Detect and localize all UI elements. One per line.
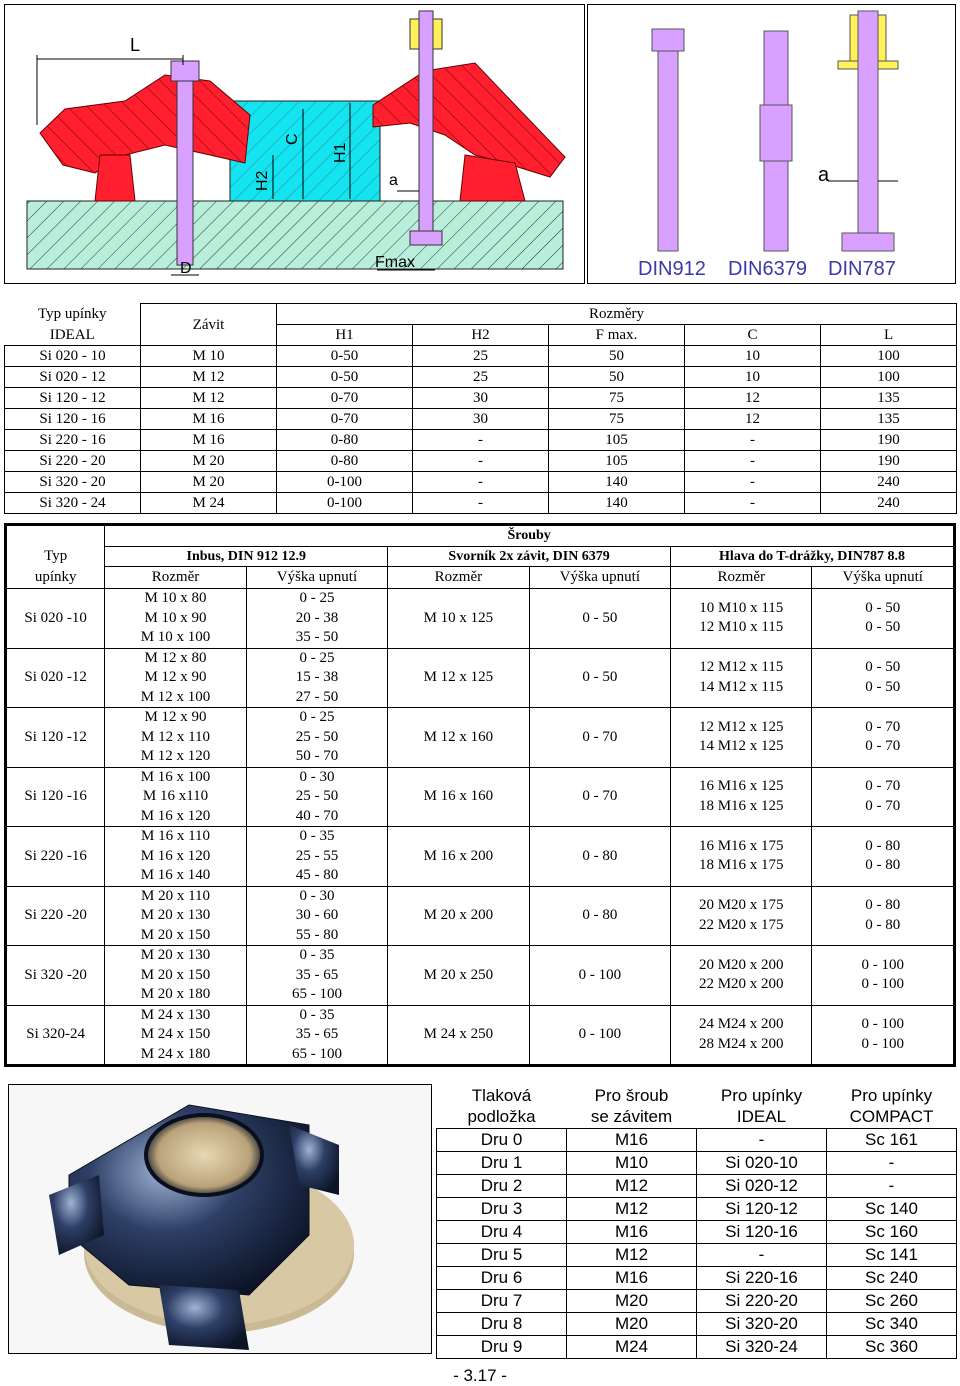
table-cell: - [685, 493, 821, 514]
table-cell: Si 120-12 [697, 1197, 827, 1220]
table-cell: 100 [821, 367, 957, 388]
table-cell: M12 [567, 1174, 697, 1197]
table-cell: 140 [549, 493, 685, 514]
left-clamp [40, 75, 250, 201]
stud-size-cell: M 16 x 160 [388, 767, 529, 827]
tslot-size-cell: 12 M12 x 125 14 M12 x 125 [671, 708, 812, 768]
header-h2: H2 [413, 325, 549, 346]
header-fmax: F max. [549, 325, 685, 346]
table-cell: 25 [413, 346, 549, 367]
table-cell: - [413, 451, 549, 472]
table-cell: Si 220 - 16 [5, 430, 141, 451]
table-row [437, 1312, 957, 1335]
table-cell: - [413, 493, 549, 514]
din787-tslot-bolt [838, 11, 898, 251]
table-cell: 30 [413, 388, 549, 409]
tslot-height-cell: 0 - 80 0 - 80 [812, 827, 955, 887]
table-cell: Dru 5 [437, 1243, 567, 1266]
table-cell: M16 [567, 1266, 697, 1289]
table-cell: Dru 2 [437, 1174, 567, 1197]
group-stud: Svorník 2x závit, DIN 6379 [388, 547, 671, 567]
washers-table [436, 1084, 957, 1359]
dims-header-row-1 [5, 304, 957, 325]
header-thread: Pro šroub se závitem [590, 1085, 673, 1126]
table-cell: 75 [549, 409, 685, 430]
table-cell: - [697, 1128, 827, 1151]
washer-bore [146, 1115, 262, 1195]
inbus-height-cell: 0 - 25 25 - 50 50 - 70 [246, 708, 387, 768]
table-cell: 140 [549, 472, 685, 493]
sub-height-2: Výška upnutí [529, 567, 670, 589]
stud-size-cell: M 12 x 160 [388, 708, 529, 768]
table-cell: Si 120-16 [697, 1220, 827, 1243]
table-cell: Si 120 - 12 [5, 388, 141, 409]
table-cell: 12 [685, 409, 821, 430]
table-cell: - [413, 430, 549, 451]
table-cell: 105 [549, 451, 685, 472]
table-row [437, 1151, 957, 1174]
table-cell: 10 [685, 346, 821, 367]
table-cell: Si 220 - 20 [5, 451, 141, 472]
group-tslot: Hlava do T-drážky, DIN787 8.8 [671, 547, 955, 567]
table-cell: 50 [549, 346, 685, 367]
clamp-type-cell: Si 120 -16 [6, 767, 105, 827]
caption-din787: DIN787 [828, 258, 896, 280]
table-cell: 75 [549, 388, 685, 409]
clamp-type-cell: Si 320 -20 [6, 946, 105, 1006]
table-row [6, 886, 955, 946]
table-cell: Dru 7 [437, 1289, 567, 1312]
table-cell: 50 [549, 367, 685, 388]
table-row [437, 1197, 957, 1220]
stud-size-cell: M 16 x 200 [388, 827, 529, 887]
table-cell: Sc 240 [827, 1266, 957, 1289]
table-cell: M20 [567, 1289, 697, 1312]
header-c: C [685, 325, 821, 346]
clamp-assembly-figure [4, 4, 585, 284]
table-cell: Dru 8 [437, 1312, 567, 1335]
table-cell: 0-80 [277, 430, 413, 451]
table-cell: 0-80 [277, 451, 413, 472]
label-a: a [389, 172, 398, 189]
table-row [5, 493, 957, 514]
table-cell: M16 [567, 1220, 697, 1243]
table-cell: M12 [567, 1243, 697, 1266]
label-L: L [130, 35, 141, 55]
label-a: a [818, 164, 830, 186]
table-row [6, 589, 955, 649]
table-row [437, 1128, 957, 1151]
header-dimensions-group: Rozměry [277, 304, 957, 325]
table-cell: M 20 [141, 451, 277, 472]
stud-size-cell: M 20 x 200 [388, 886, 529, 946]
table-cell: Sc 360 [827, 1335, 957, 1358]
dimensions-table [4, 303, 957, 514]
tslot-size-cell: 20 M20 x 175 22 M20 x 175 [671, 886, 812, 946]
table-cell: M24 [567, 1335, 697, 1358]
stud-height-cell: 0 - 70 [529, 708, 670, 768]
clamp-drawing [5, 5, 585, 284]
pressure-washer-photo [8, 1084, 432, 1354]
table-cell: - [827, 1151, 957, 1174]
table-cell: 135 [821, 409, 957, 430]
sub-size-1: Rozměr [105, 567, 246, 589]
table-cell: Sc 340 [827, 1312, 957, 1335]
table-cell: - [685, 472, 821, 493]
stud-size-cell: M 20 x 250 [388, 946, 529, 1006]
inbus-height-cell: 0 - 30 25 - 50 40 - 70 [246, 767, 387, 827]
table-row [6, 648, 955, 708]
clamp-type-cell: Si 220 -20 [6, 886, 105, 946]
table-cell: 0-70 [277, 409, 413, 430]
table-row [5, 409, 957, 430]
table-cell: 240 [821, 472, 957, 493]
din912-bolt [652, 29, 684, 251]
tslot-height-cell: 0 - 50 0 - 50 [812, 589, 955, 649]
table-row [5, 451, 957, 472]
stud-size-cell: M 10 x 125 [388, 589, 529, 649]
table-cell: Dru 3 [437, 1197, 567, 1220]
sub-size-3: Rozměr [671, 567, 812, 589]
washers-header-row [437, 1084, 957, 1128]
tslot-size-cell: 12 M12 x 115 14 M12 x 115 [671, 648, 812, 708]
table-row [437, 1220, 957, 1243]
table-cell: - [697, 1243, 827, 1266]
tslot-height-cell: 0 - 100 0 - 100 [812, 946, 955, 1006]
table-cell: 0-50 [277, 367, 413, 388]
table-cell: 30 [413, 409, 549, 430]
inbus-height-cell: 0 - 30 30 - 60 55 - 80 [246, 886, 387, 946]
table-cell: Si 320-24 [697, 1335, 827, 1358]
table-row [5, 367, 957, 388]
screws-group-row [6, 547, 955, 567]
table-cell: 25 [413, 367, 549, 388]
table-cell: Sc 160 [827, 1220, 957, 1243]
inbus-height-cell: 0 - 35 25 - 55 45 - 80 [246, 827, 387, 887]
table-row [6, 946, 955, 1006]
inbus-height-cell: 0 - 35 35 - 65 65 - 100 [246, 946, 387, 1006]
table-cell: Dru 1 [437, 1151, 567, 1174]
tslot-size-cell: 16 M16 x 125 18 M16 x 125 [671, 767, 812, 827]
header-type: Typ upínky [37, 306, 107, 322]
table-cell: Sc 260 [827, 1289, 957, 1312]
label-C: C [284, 133, 301, 145]
inbus-size-cell: M 16 x 100 M 16 x110 M 16 x 120 [105, 767, 246, 827]
stud-height-cell: 0 - 80 [529, 827, 670, 887]
table-cell: Sc 161 [827, 1128, 957, 1151]
tslot-height-cell: 0 - 50 0 - 50 [812, 648, 955, 708]
table-row [6, 708, 955, 768]
table-cell: Si 020 - 10 [5, 346, 141, 367]
table-cell: M 10 [141, 346, 277, 367]
caption-din912: DIN912 [638, 258, 706, 280]
table-cell: - [413, 472, 549, 493]
table-cell: M 20 [141, 472, 277, 493]
tslot-height-cell: 0 - 100 0 - 100 [812, 1005, 955, 1066]
table-cell: Si 120 - 16 [5, 409, 141, 430]
label-H2: H2 [254, 170, 271, 191]
stud-height-cell: 0 - 100 [529, 1005, 670, 1066]
screws-table [4, 523, 956, 1067]
table-cell: Sc 140 [827, 1197, 957, 1220]
header-type-line2: upínky [6, 567, 105, 589]
table-cell: 240 [821, 493, 957, 514]
bolts-drawing [588, 5, 956, 284]
table-cell: 100 [821, 346, 957, 367]
table-cell: 190 [821, 430, 957, 451]
header-type-line2: IDEAL [5, 325, 141, 346]
tslot-size-cell: 16 M16 x 175 18 M16 x 175 [671, 827, 812, 887]
tslot-size-cell: 10 M10 x 115 12 M10 x 115 [671, 589, 812, 649]
table-cell: 190 [821, 451, 957, 472]
table-cell: - [685, 430, 821, 451]
header-type: Typ [6, 547, 105, 567]
sub-size-2: Rozměr [388, 567, 529, 589]
stud-size-cell: M 12 x 125 [388, 648, 529, 708]
table-cell: M 24 [141, 493, 277, 514]
table-row [437, 1174, 957, 1197]
right-clamp [373, 63, 565, 201]
inbus-size-cell: M 12 x 90 M 12 x 110 M 12 x 120 [105, 708, 246, 768]
table-cell: Si 020-12 [697, 1174, 827, 1197]
bolt-types-figure [587, 4, 956, 284]
stud-height-cell: 0 - 70 [529, 767, 670, 827]
din6379-stud [760, 31, 792, 251]
header-ideal: Pro upínky IDEAL [720, 1085, 803, 1126]
table-cell: M 12 [141, 367, 277, 388]
table-cell: Dru 6 [437, 1266, 567, 1289]
clamp-type-cell: Si 020 -12 [6, 648, 105, 708]
table-cell: M 12 [141, 388, 277, 409]
screws-subheader-row [6, 567, 955, 589]
inbus-size-cell: M 24 x 130 M 24 x 150 M 24 x 180 [105, 1005, 246, 1066]
table-cell: M20 [567, 1312, 697, 1335]
table-row [437, 1289, 957, 1312]
table-row [5, 430, 957, 451]
table-cell: 0-100 [277, 472, 413, 493]
table-cell: 135 [821, 388, 957, 409]
table-cell: Si 020 - 12 [5, 367, 141, 388]
table-row [6, 827, 955, 887]
tslot-size-cell: 20 M20 x 200 22 M20 x 200 [671, 946, 812, 1006]
table-cell: 0-100 [277, 493, 413, 514]
table-cell: M16 [567, 1128, 697, 1151]
inbus-size-cell: M 12 x 80 M 12 x 90 M 12 x 100 [105, 648, 246, 708]
table-row [6, 767, 955, 827]
stud-height-cell: 0 - 50 [529, 648, 670, 708]
label-D: D [180, 260, 192, 277]
table-row [437, 1335, 957, 1358]
table-cell: 105 [549, 430, 685, 451]
table-cell: Si 320 - 24 [5, 493, 141, 514]
sub-height-3: Výška upnutí [812, 567, 955, 589]
table-cell: 10 [685, 367, 821, 388]
inbus-height-cell: 0 - 25 15 - 38 27 - 50 [246, 648, 387, 708]
table-cell: M 16 [141, 430, 277, 451]
stud-size-cell: M 24 x 250 [388, 1005, 529, 1066]
table-cell: - [685, 451, 821, 472]
screws-title-row [6, 525, 955, 547]
table-cell: Dru 0 [437, 1128, 567, 1151]
table-row [5, 346, 957, 367]
tslot-size-cell: 24 M24 x 200 28 M24 x 200 [671, 1005, 812, 1066]
label-Fmax: Fmax [375, 254, 415, 271]
table-cell: - [827, 1174, 957, 1197]
stud-height-cell: 0 - 80 [529, 886, 670, 946]
inbus-height-cell: 0 - 35 35 - 65 65 - 100 [246, 1005, 387, 1066]
table-cell: Si 320-20 [697, 1312, 827, 1335]
inbus-size-cell: M 20 x 110 M 20 x 130 M 20 x 150 [105, 886, 246, 946]
header-l: L [821, 325, 957, 346]
stud-height-cell: 0 - 50 [529, 589, 670, 649]
header-washer: Tlaková podložka [467, 1085, 536, 1126]
sub-height-1: Výška upnutí [246, 567, 387, 589]
inbus-size-cell: M 16 x 110 M 16 x 120 M 16 x 140 [105, 827, 246, 887]
table-row [5, 388, 957, 409]
table-row [437, 1266, 957, 1289]
inbus-height-cell: 0 - 25 20 - 38 35 - 50 [246, 589, 387, 649]
inbus-size-cell: M 20 x 130 M 20 x 150 M 20 x 180 [105, 946, 246, 1006]
table-cell: M12 [567, 1197, 697, 1220]
table-row [6, 1005, 955, 1066]
table-cell: 0-50 [277, 346, 413, 367]
page-number: - 3.17 - [453, 1366, 507, 1385]
table-cell: M 16 [141, 409, 277, 430]
clamp-type-cell: Si 220 -16 [6, 827, 105, 887]
label-H1: H1 [332, 142, 349, 163]
clamp-type-cell: Si 020 -10 [6, 589, 105, 649]
clamp-type-cell: Si 120 -12 [6, 708, 105, 768]
clamp-type-cell: Si 320-24 [6, 1005, 105, 1066]
table-cell: M10 [567, 1151, 697, 1174]
table-row [437, 1243, 957, 1266]
inbus-size-cell: M 10 x 80 M 10 x 90 M 10 x 100 [105, 589, 246, 649]
work-block [230, 101, 380, 201]
caption-din6379: DIN6379 [728, 258, 807, 280]
stud-height-cell: 0 - 100 [529, 946, 670, 1006]
screws-title: Šrouby [507, 528, 551, 543]
table-cell: Dru 9 [437, 1335, 567, 1358]
table-cell: Si 320 - 20 [5, 472, 141, 493]
tslot-height-cell: 0 - 70 0 - 70 [812, 708, 955, 768]
table-cell: 12 [685, 388, 821, 409]
tslot-height-cell: 0 - 80 0 - 80 [812, 886, 955, 946]
table-cell: 0-70 [277, 388, 413, 409]
table-cell: Sc 141 [827, 1243, 957, 1266]
header-h1: H1 [277, 325, 413, 346]
washer-drawing [9, 1085, 433, 1355]
table-cell: Si 220-20 [697, 1289, 827, 1312]
group-inbus: Inbus, DIN 912 12.9 [105, 547, 388, 567]
table-cell: Dru 4 [437, 1220, 567, 1243]
table-cell: Si 220-16 [697, 1266, 827, 1289]
tslot-height-cell: 0 - 70 0 - 70 [812, 767, 955, 827]
table-cell: Si 020-10 [697, 1151, 827, 1174]
base-plate [27, 201, 563, 269]
table-row [5, 472, 957, 493]
header-compact: Pro upínky COMPACT [849, 1085, 934, 1126]
header-thread: Závit [141, 304, 277, 346]
